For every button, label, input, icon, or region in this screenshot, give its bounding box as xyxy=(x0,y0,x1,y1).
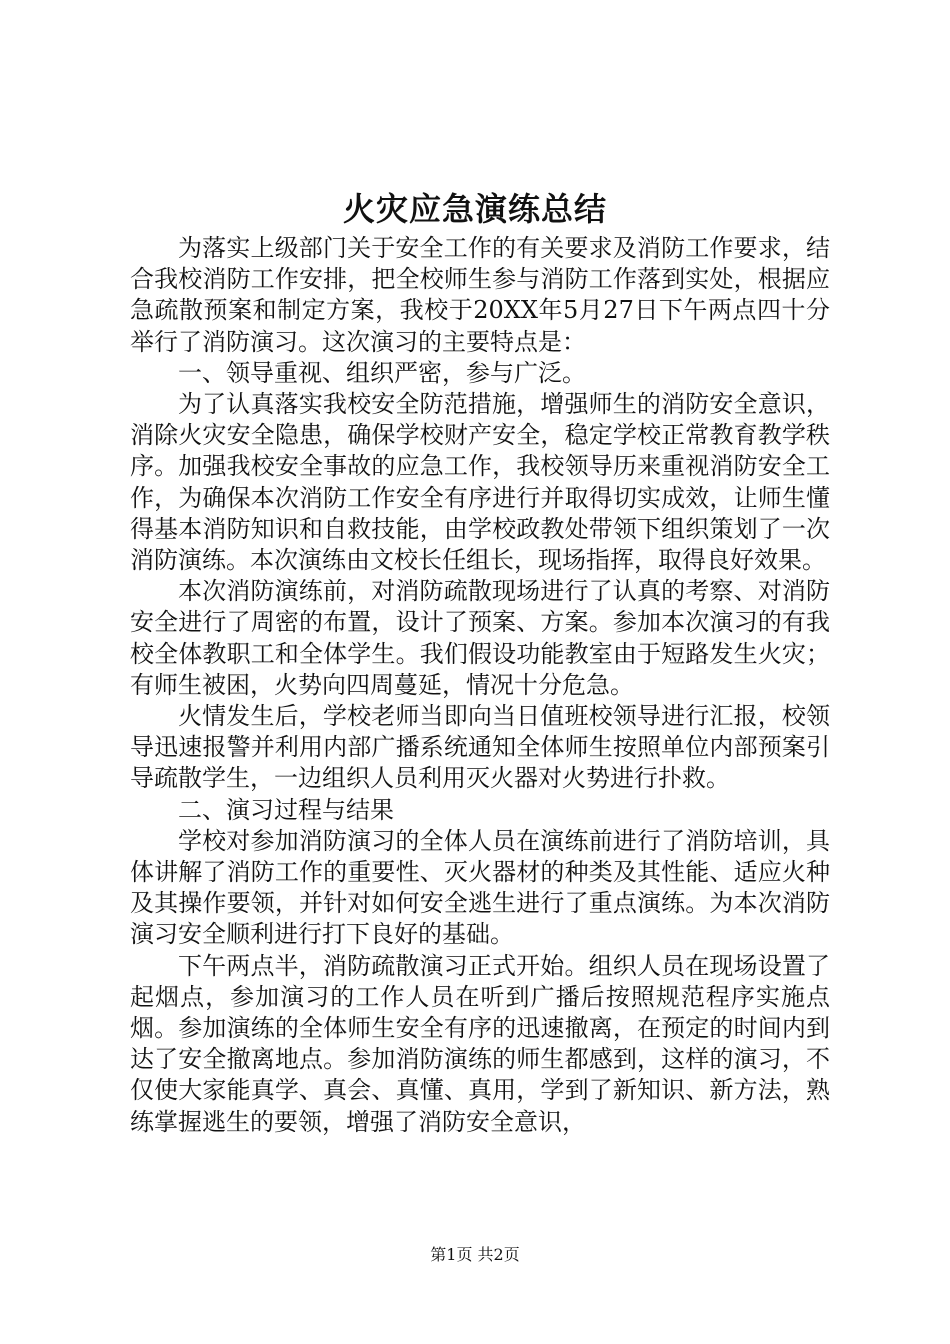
paragraph-training: 学校对参加消防演习的全体人员在演练前进行了消防培训，具体讲解了消防工作的重要性、灭火器材的种类及其性能、适应火种及其操作要领，并针对如何安全逃生进行了重点演练。为本次消防演习安全顺利进行打下良好的基础。 xyxy=(130,826,830,949)
paragraph-fire-response: 火情发生后，学校老师当即向当日值班校领导进行汇报，校领导迅速报警并利用内部广播系统通知全体师生按照单位内部预案引导疏散学生，一边组织人员利用灭火器对火势进行扑救。 xyxy=(130,702,830,793)
document-title: 火灾应急演练总结 xyxy=(342,190,607,228)
page-number-footer: 第1页 共2页 xyxy=(430,1245,520,1264)
section-heading-1: 一、领导重视、组织严密，参与广泛。 xyxy=(178,358,586,387)
paragraph-preparation: 本次消防演练前，对消防疏散现场进行了认真的考察、对消防安全进行了周密的布置，设计了预案、方案。参加本次演习的有我校全体教职工和全体学生。我们假设功能教室由于短路发生火灾；有师生被困，火势向四周蔓延，情况十分危急。 xyxy=(130,577,830,699)
paragraph-intro: 为落实上级部门关于安全工作的有关要求及消防工作要求，结合我校消防工作安排，把全校师生参与消防工作落到实处，根据应急疏散预案和制定方案，我校于20XX年5月27日下午两点四十分举行了消防演习。这次演习的主要特点是： xyxy=(130,234,830,356)
document-body xyxy=(130,233,830,1138)
section-heading-2: 二、演习过程与结果 xyxy=(178,795,394,824)
paragraph-leadership: 为了认真落实我校安全防范措施，增强师生的消防安全意识，消除火灾安全隐患，确保学校财产安全，稳定学校正常教育教学秩序。加强我校安全事故的应急工作，我校领导历来重视消防安全工作，为确保本次消防工作安全有序进行并取得切实成效，让师生懂得基本消防知识和自救技能，由学校政教处带领下组织策划了一次消防演练。本次演练由文校长任组长，现场指挥，取得良好效果。 xyxy=(130,390,830,575)
paragraph-drill-process: 下午两点半，消防疏散演习正式开始。组织人员在现场设置了起烟点，参加演习的工作人员在听到广播后按照规范程序实施点烟。参加演练的全体师生安全有序的迅速撤离，在预定的时间内到达了安全撤离地点。参加消防演练的师生都感到，这样的演习，不仅使大家能真学、真会、真懂、真用，学到了新知识、新方法，熟练掌握逃生的要领，增强了消防安全意识， xyxy=(130,951,830,1136)
